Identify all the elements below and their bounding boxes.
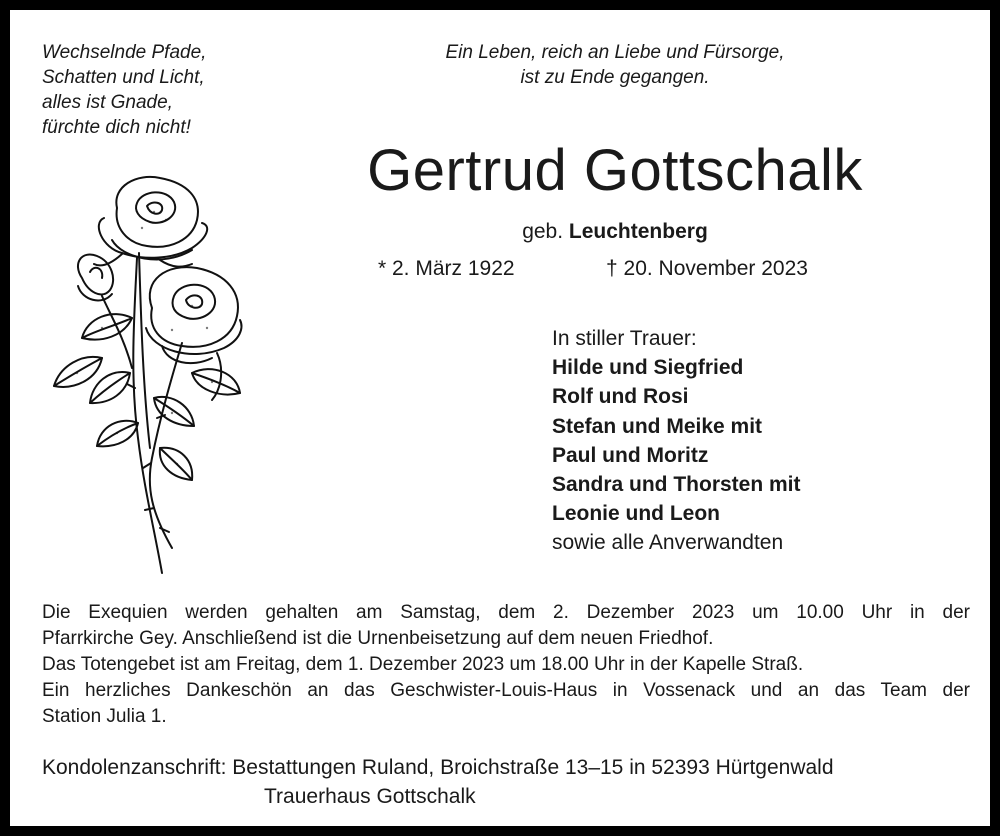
poem [42, 40, 282, 140]
motto [390, 40, 840, 90]
mourners-intro: In stiller Trauer: [552, 327, 697, 350]
details-line: Pfarrkirche Gey. Anschließend ist die Urnenbeisetzung auf dem neuen Friedhof. [42, 628, 714, 649]
maiden-name-line [390, 218, 840, 246]
address-line: Kondolenzanschrift: Bestattungen Ruland, Broichstraße 13–15 in 52393 Hürtgenwald [42, 756, 834, 779]
poem-line: Schatten und Licht, [42, 67, 205, 88]
poem-line: Wechselnde Pfade, [42, 42, 207, 63]
maiden-name: Leuchtenberg [568, 220, 708, 243]
condolence-address [42, 753, 982, 811]
poem-line: fürchte dich nicht! [42, 117, 191, 138]
birth-date: * 2. März 1922 [378, 257, 515, 280]
mourners-closing: sowie alle Anverwandten [552, 531, 784, 555]
roses-illustration-icon [42, 168, 252, 580]
mourners-list [552, 324, 982, 558]
details-line: Die Exequien werden gehalten am Samstag, dem 2. Dezember 2023 um 10.00 Uhr in der [42, 602, 970, 623]
motto-line: ist zu Ende gegangen. [520, 67, 710, 88]
deceased-name: Gertrud Gottschalk [367, 138, 863, 203]
service-details [42, 600, 970, 730]
mourner-family: Leonie und Leon [552, 502, 720, 526]
details-line: Ein herzliches Dankeschön an das Geschwister-Louis-Haus in Vossenack und an das Team der [42, 680, 970, 701]
poem-line: alles ist Gnade, [42, 92, 173, 113]
death-date: † 20. November 2023 [606, 257, 808, 280]
mourner-family: Stefan und Meike mit [552, 414, 763, 438]
mourner-family: Sandra und Thorsten mit [552, 473, 801, 497]
mourner-family: Hilde und Siegfried [552, 356, 744, 380]
mourner-family: Paul und Moritz [552, 443, 709, 467]
details-line: Das Totengebet ist am Freitag, dem 1. Dezember 2023 um 18.00 Uhr in der Kapelle Straß. [42, 654, 804, 675]
mourner-family: Rolf und Rosi [552, 385, 689, 409]
details-line: Station Julia 1. [42, 706, 167, 727]
nee-prefix: geb. [522, 220, 564, 243]
address-line: Trauerhaus Gottschalk [264, 785, 476, 808]
motto-line: Ein Leben, reich an Liebe und Fürsorge, [445, 42, 785, 63]
